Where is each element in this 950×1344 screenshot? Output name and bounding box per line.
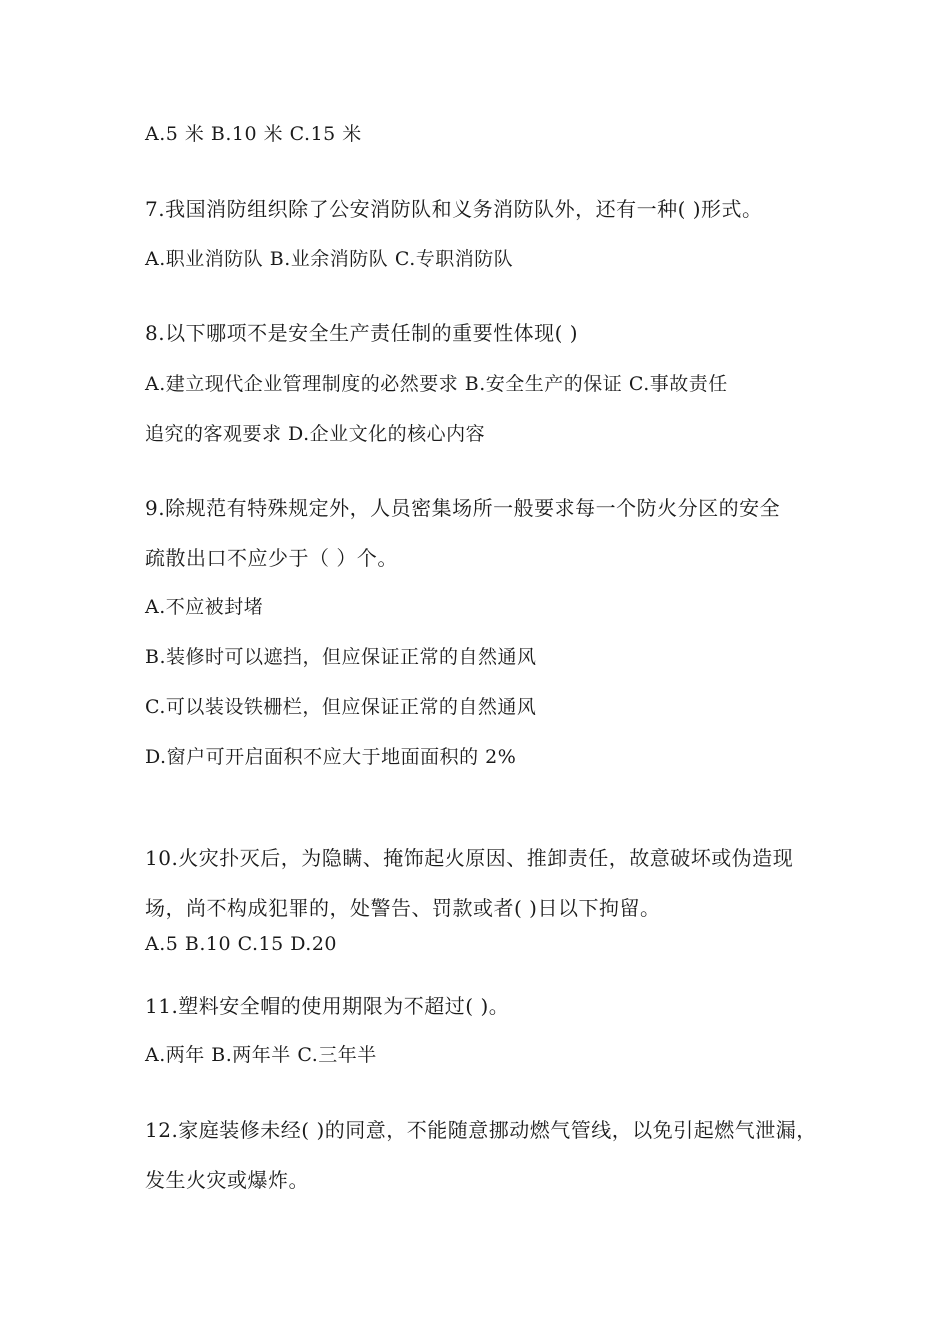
question-10-text-line-1: 10.火灾扑灭后，为隐瞒、掩饰起火原因、推卸责任，故意破坏或伪造现 xyxy=(145,846,794,870)
question-9-text-line-1: 9.除规范有特殊规定外，人员密集场所一般要求每一个防火分区的安全 xyxy=(145,496,781,520)
question-8-options-line-2: 追究的客观要求 D.企业文化的核心内容 xyxy=(145,423,486,445)
question-7-text: 7.我国消防组织除了公安消防队和义务消防队外，还有一种( )形式。 xyxy=(145,197,763,221)
question-11-text: 11.塑料安全帽的使用期限为不超过( )。 xyxy=(145,994,510,1018)
question-7-options: A.职业消防队 B.业余消防队 C.专职消防队 xyxy=(145,248,514,270)
question-12-text-line-2: 发生火灾或爆炸。 xyxy=(145,1168,309,1192)
question-8-options-line-1: A.建立现代企业管理制度的必然要求 B.安全生产的保证 C.事故责任 xyxy=(145,373,728,395)
question-9-option-d: D.窗户可开启面积不应大于地面面积的 2% xyxy=(145,746,517,768)
question-11-options: A.两年 B.两年半 C.三年半 xyxy=(145,1044,377,1066)
question-10-options: A.5 B.10 C.15 D.20 xyxy=(145,933,337,955)
question-8-text: 8.以下哪项不是安全生产责任制的重要性体现( ) xyxy=(145,321,579,345)
question-9-text-line-2: 疏散出口不应少于（ ）个。 xyxy=(145,546,398,570)
question-9-option-c: C.可以装设铁栅栏，但应保证正常的自然通风 xyxy=(145,696,537,718)
question-9-option-b: B.装修时可以遮挡，但应保证正常的自然通风 xyxy=(145,646,537,668)
question-9-option-a: A.不应被封堵 xyxy=(145,596,264,618)
question-12-text-line-1: 12.家庭装修未经( )的同意，不能随意挪动燃气管线，以免引起燃气泄漏， xyxy=(145,1118,817,1142)
question-10-text-line-2: 场，尚不构成犯罪的，处警告、罚款或者( )日以下拘留。 xyxy=(145,896,661,920)
question-6-options: A.5 米 B.10 米 C.15 米 xyxy=(145,123,362,145)
